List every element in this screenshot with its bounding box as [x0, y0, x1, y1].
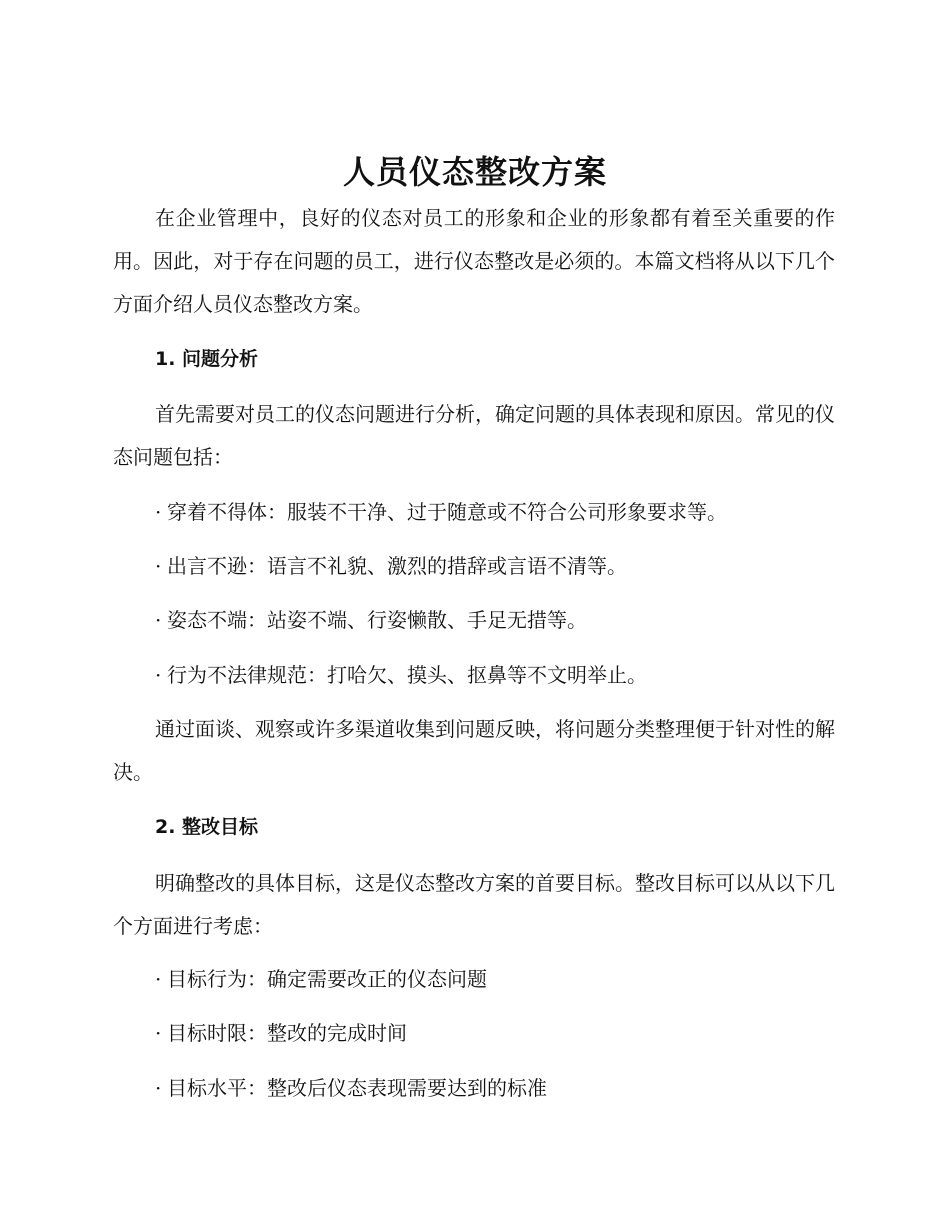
bullet-marker: ·	[155, 1076, 162, 1100]
section-1-heading: 1. 问题分析	[155, 348, 259, 370]
bullet-text: 穿着不得体：服装不干净、过于随意或不符合公司形象要求等。	[167, 500, 727, 524]
bullet-text: 目标行为：确定需要改正的仪态问题	[167, 967, 487, 991]
bullet-item	[155, 551, 627, 581]
bullet-item	[155, 497, 727, 527]
intro-paragraph: 在企业管理中，良好的仪态对员工的形象和企业的形象都有着至关重要的作用。因此，对于存在问题的员工，进行仪态整改是必须的。本篇文档将从以下几个方面介绍人员仪态整改方案。	[113, 206, 835, 316]
document-title: 人员仪态整改方案	[342, 153, 607, 191]
bullet-text: 目标水平：整改后仪态表现需要达到的标准	[167, 1076, 547, 1100]
section-1-paragraph-1: 首先需要对员工的仪态问题进行分析，确定问题的具体表现和原因。常见的仪态问题包括：	[113, 402, 835, 469]
bullet-item	[155, 964, 487, 994]
bullet-marker: ·	[155, 967, 162, 991]
section-2-heading: 2. 整改目标	[155, 816, 259, 838]
bullet-text: 姿态不端：站姿不端、行姿懒散、手足无措等。	[167, 608, 587, 632]
bullet-marker: ·	[155, 500, 162, 524]
bullet-item	[155, 660, 647, 690]
bullet-marker: ·	[155, 1021, 162, 1045]
bullet-marker: ·	[155, 663, 162, 687]
bullet-item	[155, 1073, 547, 1103]
bullet-marker: ·	[155, 608, 162, 632]
bullet-text: 行为不法律规范：打哈欠、摸头、抠鼻等不文明举止。	[167, 663, 647, 687]
bullet-text: 目标时限：整改的完成时间	[167, 1021, 407, 1045]
section-2-paragraph-1: 明确整改的具体目标，这是仪态整改方案的首要目标。整改目标可以从以下几个方面进行考虑：	[113, 871, 835, 938]
section-1-paragraph-2: 通过面谈、观察或许多渠道收集到问题反映，将问题分类整理便于针对性的解决。	[113, 717, 835, 784]
bullet-text: 出言不逊：语言不礼貌、激烈的措辞或言语不清等。	[167, 554, 627, 578]
bullet-item	[155, 1018, 407, 1048]
bullet-item	[155, 605, 587, 635]
bullet-marker: ·	[155, 554, 162, 578]
